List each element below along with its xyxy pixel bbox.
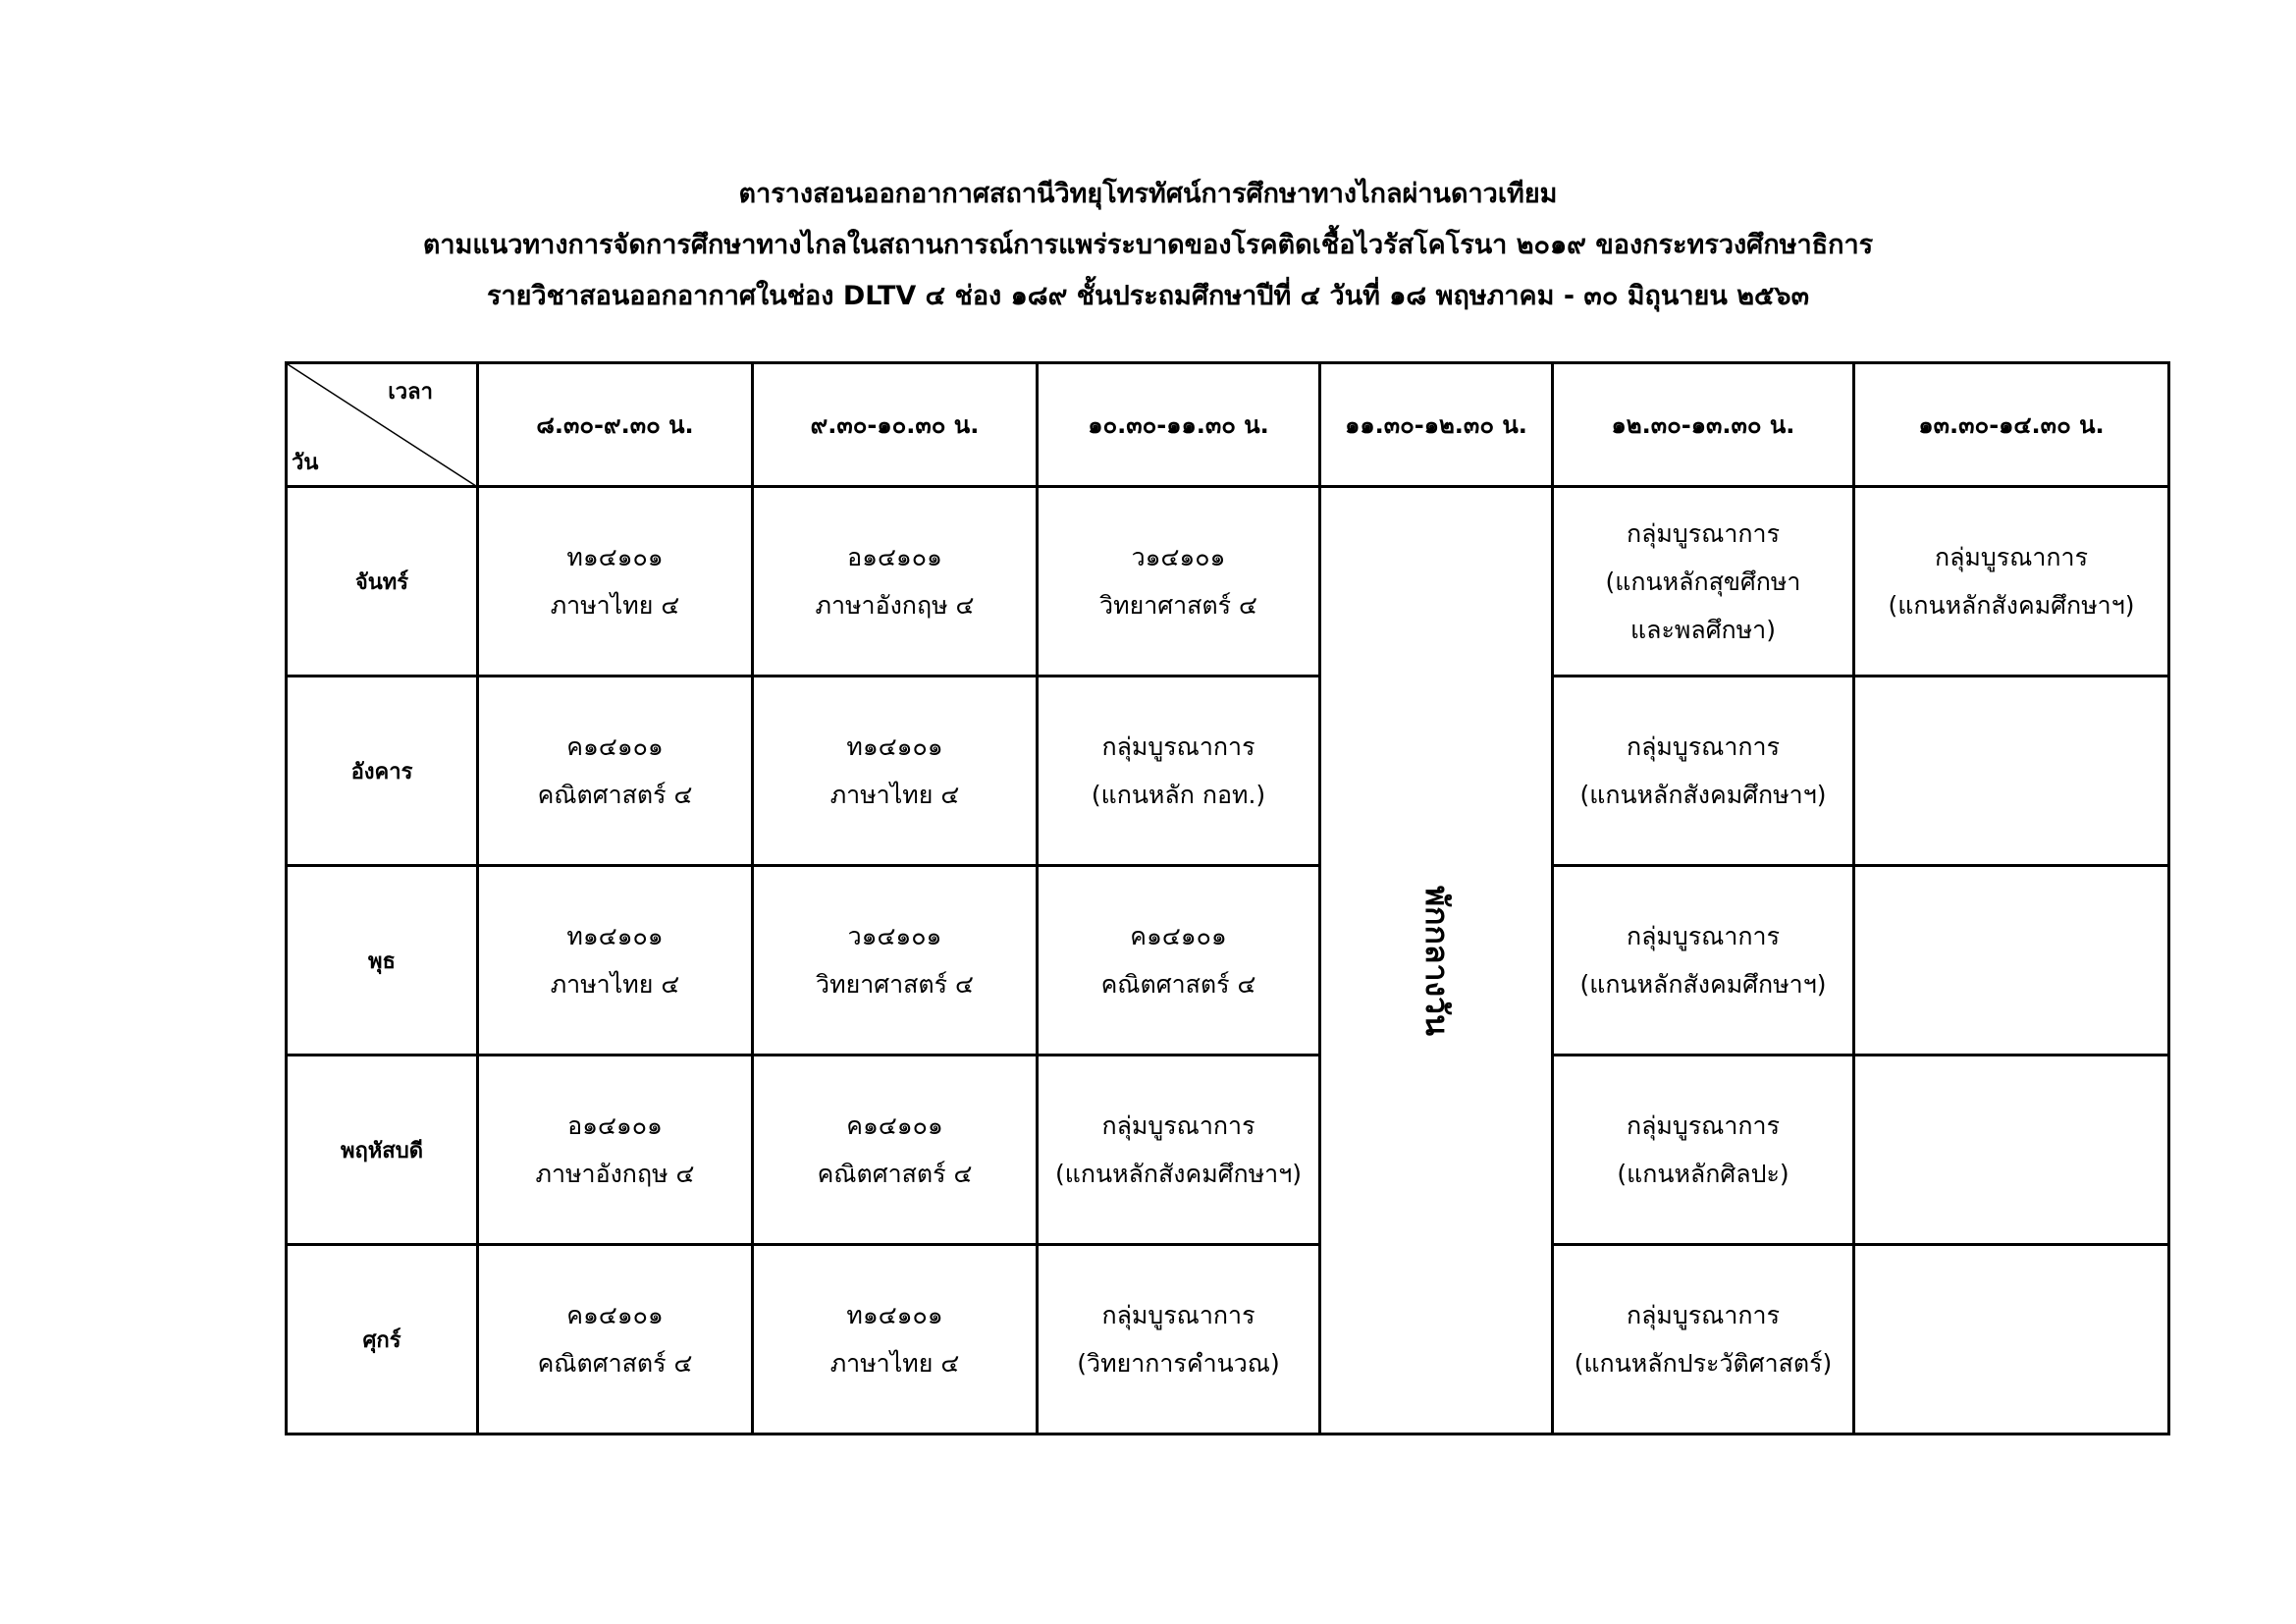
corner-cell	[287, 363, 478, 487]
time-slot-label: ๙.๓๐-๑๐.๓๐ น.	[810, 411, 980, 439]
class-cell-line: (แกนหลักสังคมศึกษาฯ)	[1888, 591, 2135, 620]
document-header	[0, 169, 2296, 322]
title-line-3: รายวิชาสอนออกอากาศในช่อง DLTV ๔ ช่อง ๑๘๙ ชั้นประถมศึกษาปีที่ ๔ วันที่ ๑๘ พฤษภาคม - ๓๐ มิถุนายน ๒๕๖๓	[486, 281, 1810, 311]
class-cell	[1038, 866, 1320, 1056]
day-label: จันทร์	[354, 569, 409, 595]
class-cell-line: ค๑๔๑๐๑	[1130, 922, 1227, 950]
time-slot-header	[1038, 363, 1320, 487]
class-cell-line: คณิตศาสตร์ ๔	[1100, 970, 1256, 999]
class-cell-line: (แกนหลักประวัติศาสตร์)	[1574, 1349, 1833, 1378]
day-label: อังคาร	[350, 759, 413, 785]
class-cell-line: ว๑๔๑๐๑	[1131, 543, 1226, 571]
day-cell	[287, 1056, 478, 1245]
class-cell	[1553, 677, 1854, 866]
class-cell-line: ท๑๔๑๐๑	[566, 922, 664, 950]
class-cell-line: ค๑๔๑๐๑	[846, 1111, 943, 1140]
class-cell-line: กลุ่มบูรณาการ	[1101, 1301, 1255, 1329]
class-cell	[1854, 487, 2169, 677]
lunch-break-cell	[1320, 487, 1553, 1435]
corner-day-label: วัน	[292, 451, 319, 475]
time-slot-label: ๑๓.๓๐-๑๔.๓๐ น.	[1918, 411, 2105, 439]
class-cell-line: (แกนหลักสังคมศึกษาฯ)	[1054, 1160, 1302, 1188]
class-cell-line: อ๑๔๑๐๑	[847, 543, 942, 571]
class-cell	[753, 487, 1038, 677]
class-cell-line: ท๑๔๑๐๑	[566, 543, 664, 571]
day-row	[287, 677, 2169, 866]
time-slot-header	[753, 363, 1038, 487]
class-cell-line: คณิตศาสตร์ ๔	[537, 1349, 693, 1378]
class-cell	[753, 866, 1038, 1056]
class-cell	[1553, 1245, 1854, 1435]
class-cell-line: ท๑๔๑๐๑	[846, 732, 943, 761]
class-cell-line: ภาษาไทย ๔	[829, 1349, 960, 1378]
class-cell-line: ภาษาอังกฤษ ๔	[815, 591, 975, 620]
class-cell-line: กลุ่มบูรณาการ	[1626, 922, 1781, 950]
class-cell-line: วิทยาศาสตร์ ๔	[1099, 591, 1257, 620]
title-line-1: ตารางสอนออกอากาศสถานีวิทยุโทรทัศน์การศึกษาทางไกลผ่านดาวเทียม	[738, 179, 1558, 209]
day-row	[287, 1056, 2169, 1245]
day-label: พฤหัสบดี	[340, 1138, 423, 1164]
class-cell	[1854, 1056, 2169, 1245]
time-slot-label: ๘.๓๐-๙.๓๐ น.	[536, 411, 694, 439]
time-slot-header	[1553, 363, 1854, 487]
class-cell-line: ภาษาไทย ๔	[550, 970, 680, 999]
day-cell	[287, 1245, 478, 1435]
time-slot-label: ๑๑.๓๐-๑๒.๓๐ น.	[1345, 411, 1527, 439]
class-cell	[1553, 1056, 1854, 1245]
class-cell	[1038, 487, 1320, 677]
time-slot-label: ๑๐.๓๐-๑๑.๓๐ น.	[1088, 411, 1269, 439]
time-slot-header	[1854, 363, 2169, 487]
day-cell	[287, 677, 478, 866]
class-cell-line: (แกนหลักศิลปะ)	[1617, 1160, 1789, 1188]
day-cell	[287, 487, 478, 677]
class-cell	[1038, 677, 1320, 866]
class-cell-line: (แกนหลักสังคมศึกษาฯ)	[1579, 781, 1827, 809]
class-cell	[1553, 487, 1854, 677]
day-cell	[287, 866, 478, 1056]
title-line-2: ตามแนวทางการจัดการศึกษาทางไกลในสถานการณ์การแพร่ระบาดของโรคติดเชื้อไวรัสโคโรนา ๒๐๑๙ ของกระทรวงศึกษาธิการ	[422, 230, 1874, 260]
class-cell	[1854, 1245, 2169, 1435]
class-cell-line: (แกนหลักสุขศึกษา	[1605, 567, 1801, 596]
lunch-break-label: พักกลางวัน	[1417, 885, 1456, 1036]
class-cell-line: ภาษาอังกฤษ ๔	[535, 1160, 695, 1188]
schedule-table	[285, 361, 2170, 1435]
class-cell-line: และพลศึกษา)	[1630, 615, 1776, 644]
class-cell	[1038, 1245, 1320, 1435]
time-slot-label: ๑๒.๓๐-๑๓.๓๐ น.	[1611, 411, 1795, 439]
class-cell-line: อ๑๔๑๐๑	[567, 1111, 663, 1140]
class-cell-line: กลุ่มบูรณาการ	[1626, 732, 1781, 761]
class-cell-line: กลุ่มบูรณาการ	[1101, 1111, 1255, 1140]
day-label: พุธ	[368, 948, 396, 974]
class-cell-line: กลุ่มบูรณาการ	[1626, 1111, 1781, 1140]
class-cell-line: กลุ่มบูรณาการ	[1626, 518, 1781, 548]
class-cell-line: ภาษาไทย ๔	[829, 781, 960, 809]
class-cell-line: กลุ่มบูรณาการ	[1626, 1301, 1781, 1329]
time-slot-header	[478, 363, 753, 487]
class-cell	[478, 866, 753, 1056]
class-cell-line: (แกนหลัก กอท.)	[1091, 781, 1266, 809]
class-cell	[478, 1245, 753, 1435]
class-cell	[753, 1245, 1038, 1435]
class-cell-line: (วิทยาการคำนวณ)	[1077, 1349, 1280, 1378]
class-cell-line: ท๑๔๑๐๑	[846, 1301, 943, 1329]
class-cell-line: วิทยาศาสตร์ ๔	[816, 970, 974, 999]
class-cell-line: ภาษาไทย ๔	[550, 591, 680, 620]
day-row	[287, 1245, 2169, 1435]
class-cell	[1854, 866, 2169, 1056]
class-cell-line: คณิตศาสตร์ ๔	[537, 781, 693, 809]
class-cell	[1854, 677, 2169, 866]
class-cell	[478, 1056, 753, 1245]
class-cell-line: (แกนหลักสังคมศึกษาฯ)	[1579, 970, 1827, 999]
header-row	[287, 363, 2169, 487]
time-slot-header	[1320, 363, 1553, 487]
day-label: ศุกร์	[362, 1327, 401, 1353]
corner-time-label: เวลา	[388, 380, 433, 405]
class-cell-line: คณิตศาสตร์ ๔	[817, 1160, 973, 1188]
class-cell	[1038, 1056, 1320, 1245]
class-cell	[478, 487, 753, 677]
class-cell	[753, 677, 1038, 866]
class-cell	[753, 1056, 1038, 1245]
day-row	[287, 487, 2169, 677]
class-cell	[1553, 866, 1854, 1056]
class-cell-line: ว๑๔๑๐๑	[847, 922, 942, 950]
class-cell-line: ค๑๔๑๐๑	[566, 1301, 664, 1329]
class-cell-line: กลุ่มบูรณาการ	[1101, 732, 1255, 761]
class-cell	[478, 677, 753, 866]
class-cell-line: กลุ่มบูรณาการ	[1934, 543, 2089, 571]
class-cell-line: ค๑๔๑๐๑	[566, 732, 664, 761]
day-row	[287, 866, 2169, 1056]
